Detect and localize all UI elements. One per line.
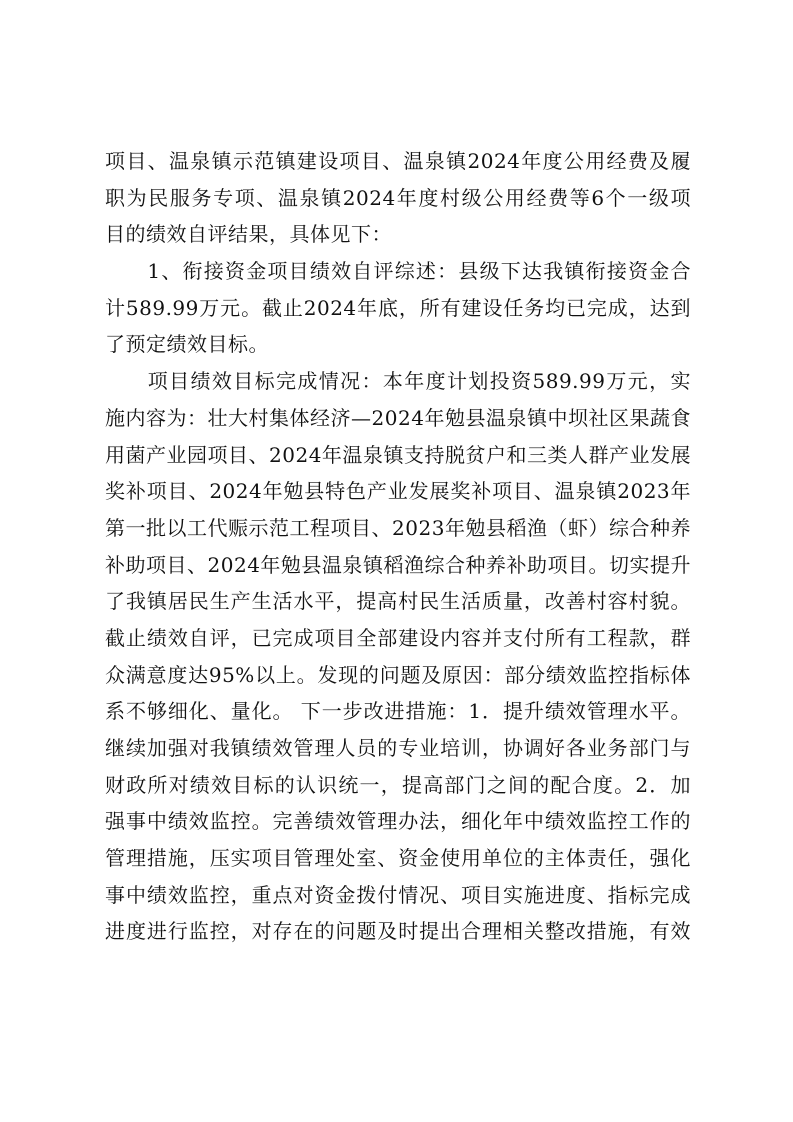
text-line: 补助项目、2024年勉县温泉镇稻渔综合种养补助项目。切实提升 [105, 552, 691, 577]
text-line: 施内容为：壮大村集体经济—2024年勉县温泉镇中坝社区果蔬食 [105, 405, 691, 430]
text-line: 项目绩效目标完成情况：本年度计划投资589.99万元，实 [105, 369, 691, 394]
text-line: 进度进行监控，对存在的问题及时提出合理相关整改措施，有效 [105, 919, 691, 944]
text-line: 用菌产业园项目、2024年温泉镇支持脱贫户和三类人群产业发展 [105, 442, 691, 467]
text-line: 奖补项目、2024年勉县特色产业发展奖补项目、温泉镇2023年 [105, 479, 691, 504]
text-line: 财政所对绩效目标的认识统一，提高部门之间的配合度。2．加 [105, 772, 691, 797]
text-line: 众满意度达95%以上。发现的问题及原因：部分绩效监控指标体 [105, 662, 691, 687]
text-line: 系不够细化、量化。 下一步改进措施：1．提升绩效管理水平。 [105, 699, 691, 724]
text-line: 截止绩效自评，已完成项目全部建设内容并支付所有工程款，群 [105, 625, 691, 650]
text-line: 了我镇居民生产生活水平，提高村民生活质量，改善村容村貌。 [105, 589, 691, 614]
text-line: 强事中绩效监控。完善绩效管理办法，细化年中绩效监控工作的 [105, 809, 691, 834]
paragraph [105, 363, 691, 950]
paragraph [105, 253, 691, 363]
document-page [105, 143, 691, 950]
text-line: 继续加强对我镇绩效管理人员的专业培训，协调好各业务部门与 [105, 736, 691, 760]
text-line: 1、衔接资金项目绩效自评综述：县级下达我镇衔接资金合 [105, 259, 691, 284]
text-line: 计589.99万元。截止2024年底，所有建设任务均已完成，达到 [105, 295, 691, 320]
text-line: 项目、温泉镇示范镇建设项目、温泉镇2024年度公用经费及履 [105, 149, 691, 173]
text-line: 事中绩效监控，重点对资金拨付情况、项目实施进度、指标完成 [105, 882, 691, 907]
text-line: 了预定绩效目标。 [105, 332, 269, 357]
text-line: 管理措施，压实项目管理处室、资金使用单位的主体责任，强化 [105, 846, 691, 871]
text-line: 第一批以工代赈示范工程项目、2023年勉县稻渔（虾）综合种养 [105, 515, 691, 540]
text-line: 职为民服务专项、温泉镇2024年度村级公用经费等6个一级项 [105, 185, 691, 210]
paragraph [105, 143, 691, 253]
text-line: 目的绩效自评结果，具体见下： [105, 222, 392, 247]
